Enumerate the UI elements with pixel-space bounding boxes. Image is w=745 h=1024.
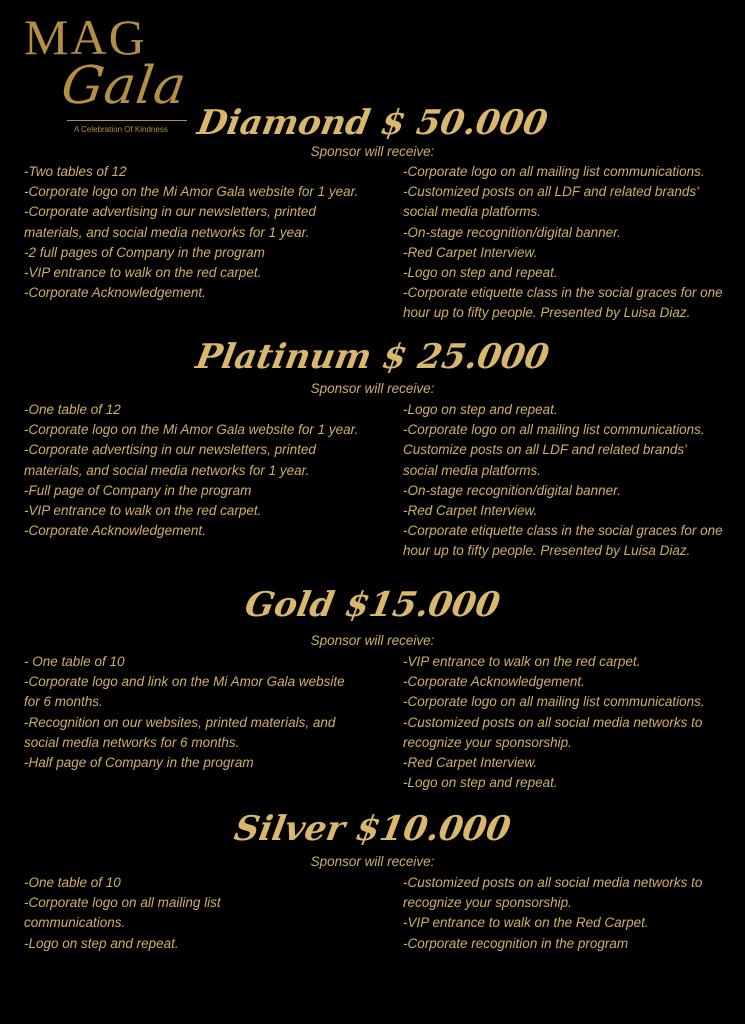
silver-benefits-right	[403, 873, 723, 954]
benefit-item: -Recognition on our websites, printed materials, and social media networks for 6 months.	[24, 714, 336, 750]
benefit-item: -Red Carpet Interview.	[403, 244, 538, 260]
benefit-item: -Corporate etiquette class in the social graces for one hour up to fifty people. Presented by Luisa Diaz.	[403, 523, 723, 559]
sponsor-subtitle-platinum: Sponsor will receive:	[310, 381, 435, 396]
sponsor-subtitle-silver: Sponsor will receive:	[310, 854, 435, 869]
benefit-item: -Corporate advertising in our newsletters, printed materials, and social media networks for 1 year.	[24, 204, 316, 240]
sponsor-subtitle-diamond: Sponsor will receive:	[310, 144, 435, 159]
benefit-item: -On-stage recognition/digital banner.	[403, 482, 621, 498]
benefit-item: -Half page of Company in the program	[24, 755, 254, 771]
benefit-item: -Logo on step and repeat.	[403, 402, 558, 417]
benefit-item: -2 full pages of Company in the program	[24, 244, 265, 260]
tier-title-platinum: Platinum $ 25.000	[192, 337, 553, 377]
benefit-item: -VIP entrance to walk on the red carpet.	[403, 654, 641, 669]
benefit-item: -Corporate etiquette class in the social graces for one hour up to fifty people. Presented by Luisa Diaz.	[403, 285, 723, 321]
benefit-item: -Customized posts on all social media networks to recognize your sponsorship.	[403, 875, 703, 911]
platinum-benefits-left	[24, 400, 364, 541]
silver-benefits-left	[24, 873, 284, 954]
logo-gala-text: Gala	[57, 56, 191, 116]
benefit-item: -Corporate logo on all mailing list communications.	[403, 694, 705, 710]
benefit-item: -Corporate logo on all mailing list communications.	[403, 164, 705, 179]
benefit-item: -Red Carpet Interview.	[403, 755, 538, 771]
logo-tagline: A Celebration Of Kindness	[74, 125, 168, 134]
benefit-item: -Corporate logo on the Mi Amor Gala website for 1 year.	[24, 184, 359, 200]
benefit-item: -Logo on step and repeat.	[403, 775, 558, 791]
gold-benefits-right	[403, 652, 723, 793]
benefit-item: -Customized posts on all LDF and related brands' social media platforms.	[403, 184, 699, 220]
benefit-item: -One table of 10	[24, 875, 121, 890]
benefit-item: -Corporate recognition in the program	[403, 935, 629, 951]
benefit-item: -One table of 12	[24, 402, 121, 417]
benefit-item: -Corporate Acknowledgement.	[24, 285, 206, 301]
gold-benefits-left	[24, 652, 354, 773]
benefit-item: -Corporate logo on all mailing list communications. Customize posts on all LDF and related brands' social media platforms.	[403, 422, 705, 478]
tier-title-diamond: Diamond $ 50.000	[194, 103, 551, 143]
benefit-item: -Corporate logo on all mailing list communications.	[24, 895, 221, 931]
benefit-item: -Logo on step and repeat.	[24, 935, 179, 951]
tier-title-silver: Silver $10.000	[231, 809, 514, 849]
benefit-item: -Two tables of 12	[24, 164, 127, 179]
benefit-item: - One table of 10	[24, 654, 125, 669]
benefit-item: -VIP entrance to walk on the red carpet.	[24, 265, 262, 281]
benefit-item: -Logo on step and repeat.	[403, 265, 558, 281]
benefit-item: -Full page of Company in the program	[24, 482, 252, 498]
benefit-item: -Corporate Acknowledgement.	[403, 674, 585, 690]
benefit-item: -Corporate logo on the Mi Amor Gala website for 1 year.	[24, 422, 359, 438]
benefit-item: -Customized posts on all social media networks to recognize your sponsorship.	[403, 714, 703, 750]
platinum-benefits-right	[403, 400, 723, 562]
sponsor-subtitle-gold: Sponsor will receive:	[310, 633, 435, 648]
tier-title-gold: Gold $15.000	[241, 585, 504, 625]
benefit-item: -VIP entrance to walk on the red carpet.	[24, 503, 262, 519]
benefit-item: -On-stage recognition/digital banner.	[403, 224, 621, 240]
benefit-item: -VIP entrance to walk on the Red Carpet.	[403, 915, 649, 931]
diamond-benefits-right	[403, 162, 723, 324]
diamond-benefits-left	[24, 162, 364, 303]
benefit-item: -Corporate Acknowledgement.	[24, 523, 206, 539]
benefit-item: -Corporate logo and link on the Mi Amor Gala website for 6 months.	[24, 674, 345, 710]
logo-mag-text: MAG	[24, 9, 147, 65]
benefit-item: -Red Carpet Interview.	[403, 503, 538, 519]
benefit-item: -Corporate advertising in our newsletters, printed materials, and social media networks for 1 year.	[24, 442, 316, 478]
